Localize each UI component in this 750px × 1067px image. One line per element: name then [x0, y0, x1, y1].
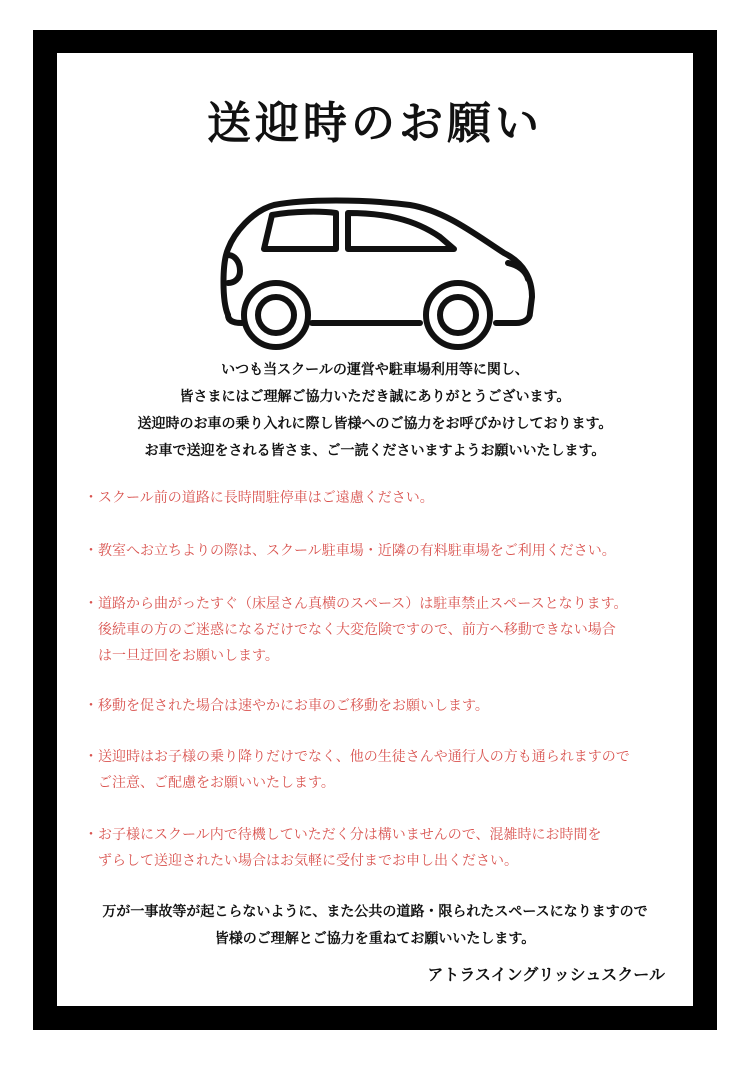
note-item [84, 693, 684, 719]
intro-line: お車で送迎をされる皆さま、ご一読くださいますようお願いいたします。 [144, 443, 606, 459]
page-title: 送迎時のお願い [207, 98, 543, 149]
intro-text [0, 357, 750, 465]
closing-text [0, 899, 750, 953]
note-item [84, 744, 684, 796]
note-item [84, 822, 684, 874]
note-line: は一旦迂回をお願いします。 [98, 648, 279, 664]
intro-line: 送迎時のお車の乗り入れに際し皆様へのご協力をお呼びかけしております。 [137, 416, 613, 432]
note-item [84, 538, 684, 564]
note-line: ずらして送迎されたい場合はお気軽に受付までお申し出ください。 [98, 853, 518, 869]
closing-line: 皆様のご理解とご協力を重ねてお願いいたします。 [214, 931, 536, 947]
note-line: ・送迎時はお子様の乗り降りだけでなく、他の生徒さんや通行人の方も通られますので [84, 749, 630, 765]
note-line: 後続車の方のご迷惑になるだけでなく大変危険ですので、前方へ移動できない場合 [98, 622, 616, 638]
note-line: ・スクール前の道路に長時間駐停車はご遠慮ください。 [84, 490, 434, 506]
note-line: ・道路から曲がったすぐ（床屋さん真横のスペース）は駐車禁止スペースとなります。 [84, 596, 628, 612]
note-item [84, 485, 684, 511]
car-icon [214, 193, 536, 353]
note-line: ・お子様にスクール内で待機していただく分は構いませんので、混雑時にお時間を [84, 827, 602, 843]
note-line: ご注意、ご配慮をお願いいたします。 [98, 775, 335, 791]
closing-line: 万が一事故等が起こらないように、また公共の道路・限られたスペースになりますので [102, 904, 648, 920]
school-signature: アトラスイングリッシュスクール [427, 965, 665, 984]
note-item [84, 591, 684, 669]
intro-line: 皆さまにはご理解ご協力いただき誠にありがとうございます。 [179, 389, 571, 405]
note-line: ・移動を促された場合は速やかにお車のご移動をお願いします。 [84, 698, 489, 714]
intro-line: いつも当スクールの運営や駐車場利用等に関し、 [221, 362, 529, 378]
note-line: ・教室へお立ちよりの際は、スクール駐車場・近隣の有料駐車場をご利用ください。 [84, 543, 616, 559]
